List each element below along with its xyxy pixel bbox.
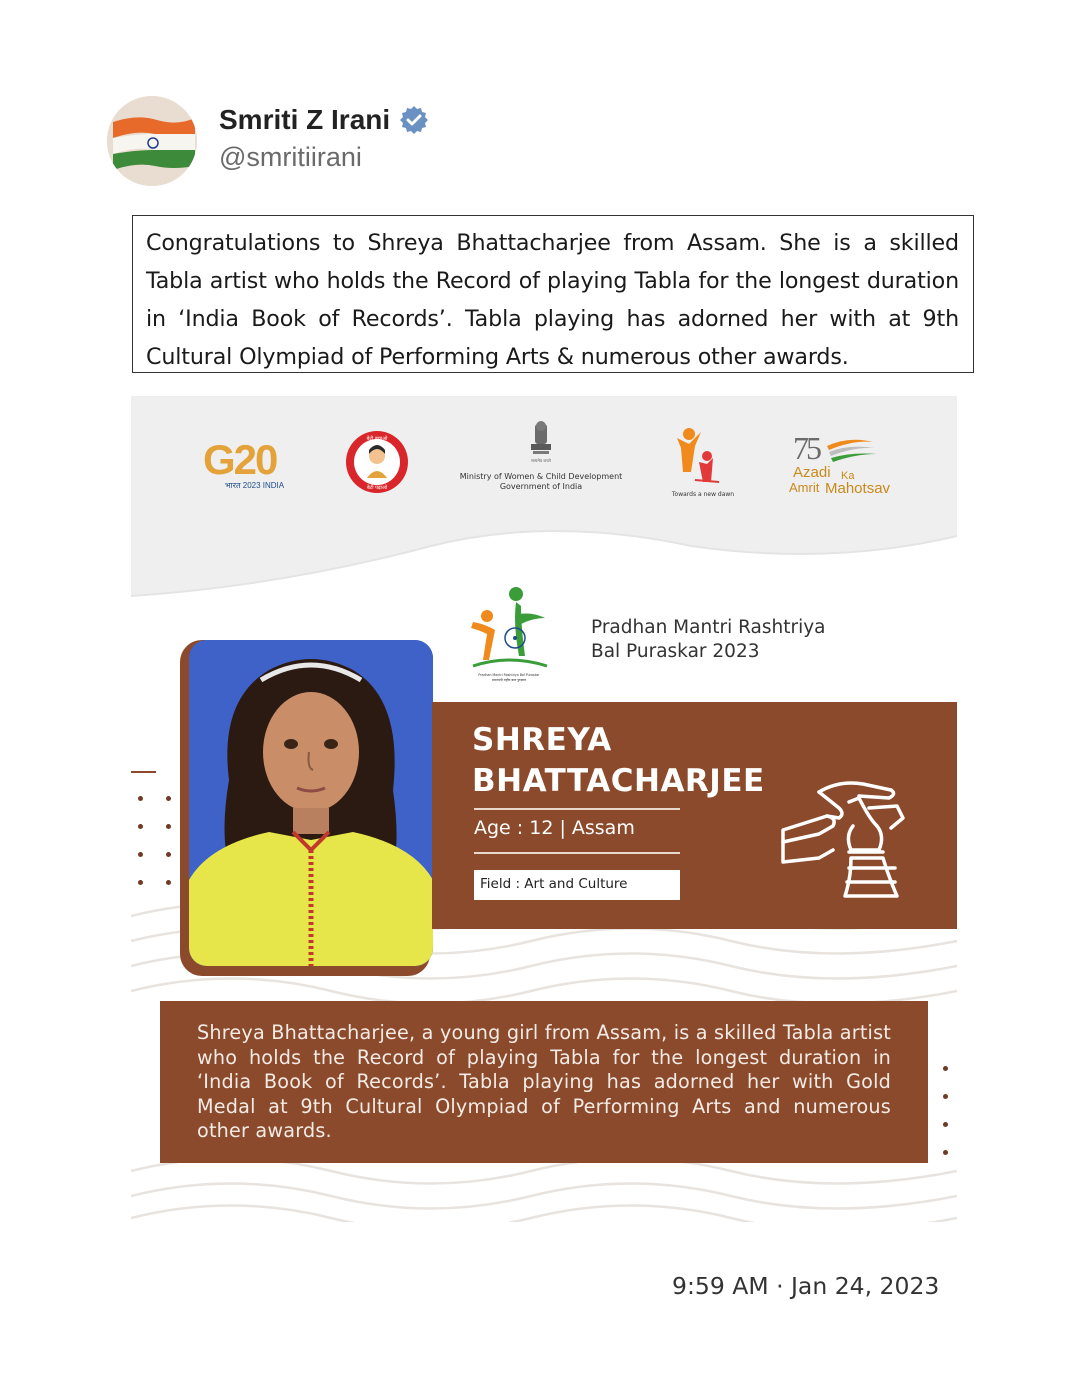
azadi-75-text: 75: [793, 430, 819, 466]
bbbp-bottom-text: बेटी पढ़ाओ: [366, 485, 388, 491]
azadi-word: Azadi: [793, 464, 831, 481]
emblem-caption-en: Pradhan Mantri Rashtriya Bal Puraskar: [478, 673, 540, 677]
mahotsav-word: Mahotsav: [825, 480, 891, 497]
ministry-line1: Ministry of Women & Child Development: [459, 472, 623, 481]
partner-logos: [131, 416, 957, 506]
award-title-line2: Bal Puraskar 2023: [591, 641, 760, 662]
pmrbp-emblem: [469, 584, 549, 684]
award-title-line1: Pradhan Mantri Rashtriya: [591, 617, 826, 638]
award-title: [591, 616, 826, 664]
amrit-word: Amrit: [789, 480, 820, 495]
author-name[interactable]: Smriti Z Irani: [219, 104, 391, 135]
author-name-row[interactable]: [219, 104, 430, 136]
awardee-name-panel: [432, 702, 957, 929]
ashoka-emblem-icon: [441, 420, 641, 468]
g20-logo-text: G20: [203, 436, 277, 483]
india-flag-avatar-icon: [107, 96, 197, 186]
awardee-description-panel: [160, 1001, 928, 1163]
verified-badge-icon: [398, 104, 430, 136]
g20-logo: [203, 436, 305, 496]
awardee-age-state: Age : 12 | Assam: [474, 817, 635, 839]
emblem-motto: सत्यमेव जयते: [531, 458, 551, 463]
towards-new-dawn-logo: [661, 424, 745, 502]
tweet-timestamp[interactable]: 9:59 AM · Jan 24, 2023: [672, 1272, 940, 1300]
author-block: [219, 104, 430, 173]
emblem-caption-hi: प्रधानमंत्री राष्ट्रीय बाल पुरस्कार: [491, 678, 527, 682]
tabla-hand-icon: [779, 778, 909, 906]
azadi-ka-amrit-mahotsav-logo: [783, 430, 913, 500]
ministry-line2: Government of India: [499, 482, 583, 491]
tweet-text-box: [132, 215, 974, 373]
divider: [474, 808, 680, 810]
beti-bachao-logo: [345, 430, 409, 494]
divider: [474, 852, 680, 854]
awardee-photo: [189, 640, 433, 966]
awardee-field: Field : Art and Culture: [474, 870, 680, 900]
avatar[interactable]: [107, 96, 197, 186]
g20-logo-subtext: भारत 2023 INDIA: [225, 481, 285, 490]
poster-image[interactable]: [131, 396, 957, 1222]
ka-word: Ka: [841, 470, 855, 482]
ministry-logo: [441, 420, 641, 496]
author-handle[interactable]: @smritiirani: [219, 142, 362, 172]
tweet-text: Congratulations to Shreya Bhattacharjee from Assam. She is a skilled Tabla artist who holds the Record of playing Tabla for the longest duration in ‘India Book of Records’. Tabla playing has adorned her with at 9th Cultural Olympiad of Performing Arts & numerous other awards.: [146, 230, 959, 370]
bbbp-top-text: बेटी बचाओ: [366, 436, 388, 442]
awardee-last-name: BHATTACHARJEE: [472, 763, 765, 799]
awardee-first-name: SHREYA: [472, 722, 612, 758]
awardee-description: Shreya Bhattacharjee, a young girl from Assam, is a skilled Tabla artist who holds the Record of playing Tabla for the longest duration in ‘India Book of Records’. Tabla playing has adorned her with Gold Medal at 9th Cultural Olympiad of Performing Arts and numerous other awards.: [197, 1021, 891, 1143]
towards-caption: Towards a new dawn: [671, 491, 735, 498]
